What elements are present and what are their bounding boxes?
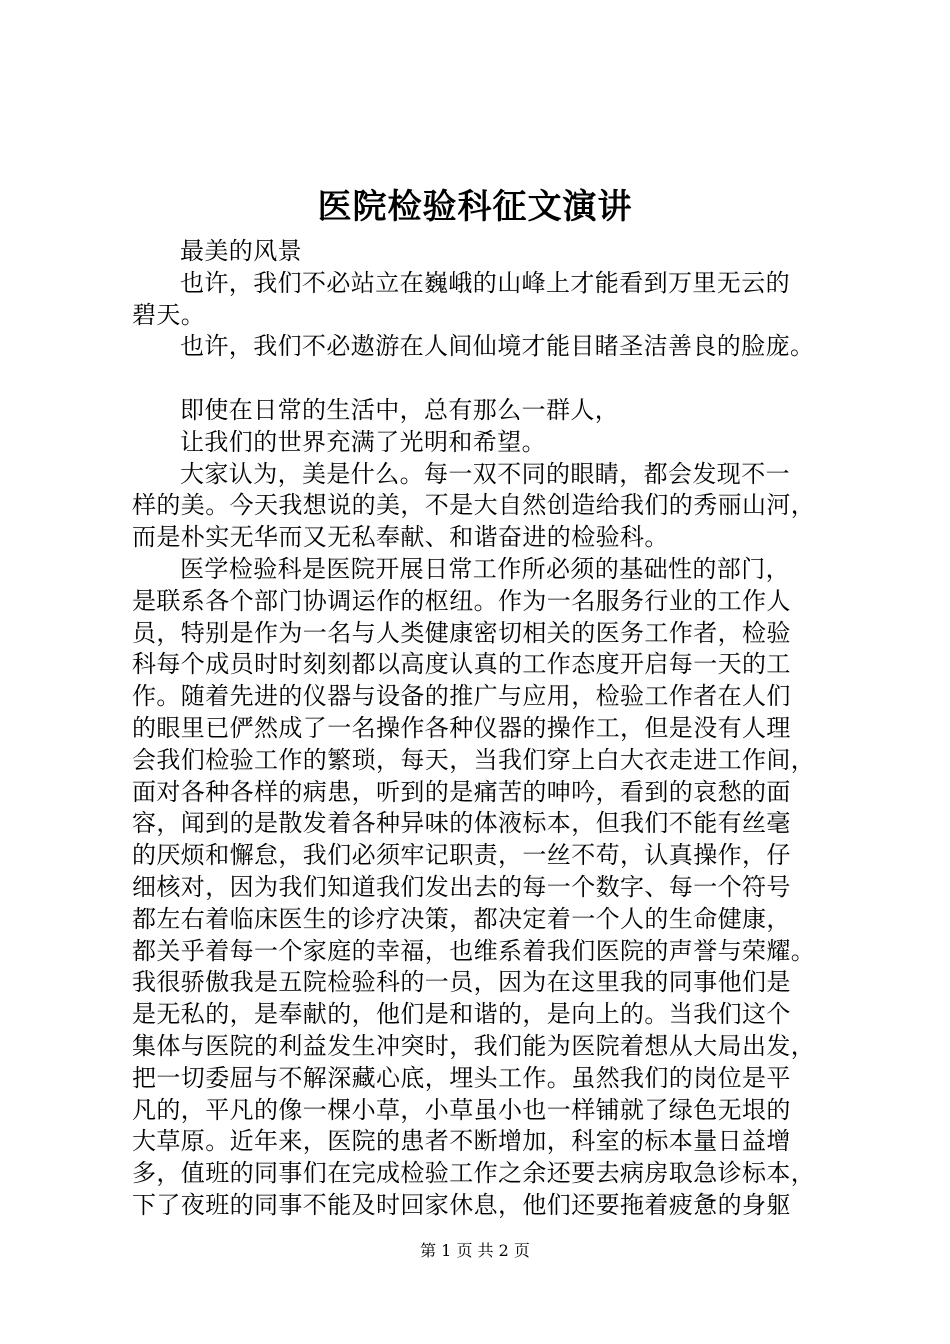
text-line: 的厌烦和懈怠，我们必须牢记职责，一丝不苟，认真操作，仔 xyxy=(132,841,791,870)
text-line: 细核对，因为我们知道我们发出去的每一个数字、每一个符号 xyxy=(132,872,791,901)
text-line: 碧天。 xyxy=(132,300,206,329)
text-line: 最美的风景 xyxy=(180,237,302,265)
blank-line xyxy=(132,363,832,395)
document-body xyxy=(132,236,832,1222)
text-line: 下了夜班的同事不能及时回家休息，他们还要拖着疲惫的身躯 xyxy=(132,1190,791,1219)
text-line: 是联系各个部门协调运作的枢纽。作为一名服务行业的工作人 xyxy=(132,586,791,615)
text-line: 员，特别是作为一名与人类健康密切相关的医务工作者，检验 xyxy=(132,618,791,647)
text-line: 也许，我们不必遨游在人间仙境才能目睹圣洁善良的脸庞。 xyxy=(180,332,815,361)
text-line: 医学检验科是医院开展日常工作所必须的基础性的部门， xyxy=(180,554,790,583)
text-line: 作。随着先进的仪器与设备的推广与应用，检验工作者在人们 xyxy=(132,682,791,711)
text-line: 都关乎着每一个家庭的幸福，也维系着我们医院的声誉与荣耀。 xyxy=(132,936,816,965)
text-line: 集体与医院的利益发生冲突时，我们能为医院着想从大局出发， xyxy=(132,1031,816,1060)
text-line: 也许，我们不必站立在巍峨的山峰上才能看到万里无云的 xyxy=(180,268,790,297)
text-line: 容，闻到的是散发着各种异味的体液标本，但我们不能有丝毫 xyxy=(132,809,791,838)
text-line: 多，值班的同事们在完成检验工作之余还要去病房取急诊标本， xyxy=(132,1159,816,1188)
text-line: 大家认为，美是什么。每一双不同的眼睛，都会发现不一 xyxy=(180,459,790,488)
text-line: 样的美。今天我想说的美，不是大自然创造给我们的秀丽山河， xyxy=(132,491,816,520)
document-title: 医院检验科征文演讲 xyxy=(317,187,633,227)
text-line: 面对各种各样的病患，听到的是痛苦的呻吟，看到的哀愁的面 xyxy=(132,777,791,806)
text-line: 凡的，平凡的像一棵小草，小草虽小也一样铺就了绿色无垠的 xyxy=(132,1095,791,1124)
text-line: 会我们检验工作的繁琐，每天，当我们穿上白大衣走进工作间， xyxy=(132,745,816,774)
text-line: 而是朴实无华而又无私奉献、和谐奋进的检验科。 xyxy=(132,523,669,552)
text-line: 即使在日常的生活中，总有那么一群人， xyxy=(180,395,620,424)
page-footer: 第 1 页 共 2 页 xyxy=(420,1241,530,1260)
text-line: 我很骄傲我是五院检验科的一员，因为在这里我的同事他们是 xyxy=(132,968,791,997)
text-line: 是无私的，是奉献的，他们是和谐的，是向上的。当我们这个 xyxy=(132,1000,791,1029)
text-line: 都左右着临床医生的诊疗决策，都决定着一个人的生命健康， xyxy=(132,904,791,933)
text-line: 把一切委屈与不解深藏心底，埋头工作。虽然我们的岗位是平 xyxy=(132,1063,791,1092)
text-line: 科每个成员时时刻刻都以高度认真的工作态度开启每一天的工 xyxy=(132,650,791,679)
text-line: 大草原。近年来，医院的患者不断增加，科室的标本量日益增 xyxy=(132,1127,791,1156)
text-line: 的眼里已俨然成了一名操作各种仪器的操作工，但是没有人理 xyxy=(132,713,791,742)
text-line: 让我们的世界充满了光明和希望。 xyxy=(180,427,546,456)
